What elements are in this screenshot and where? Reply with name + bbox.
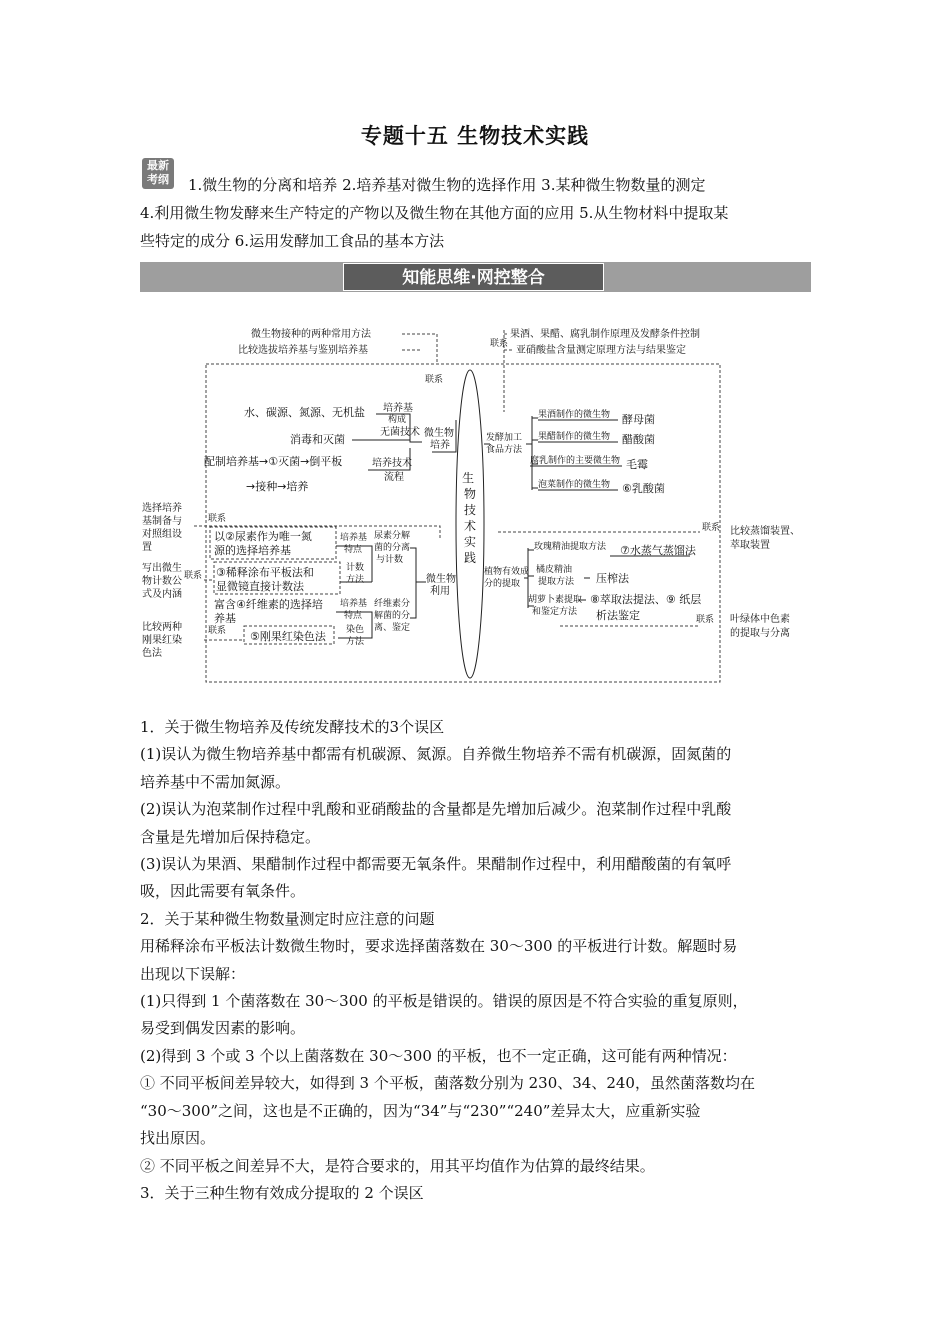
yeast: 酵母菌 (622, 413, 655, 426)
r-side-1-a: 比较蒸馏装置、 (730, 526, 800, 537)
notes-p4a: 用稀释涂布平板法计数微生物时，要求选择菌落数在 30～300 的平板进行计数。解题时易 (140, 937, 738, 956)
side-2-c: 式及内涵 (142, 589, 182, 600)
notes-p2b: 含量是先增加后保持稳定。 (140, 827, 321, 846)
notes-p5a: (1)只得到 1 个菌落数在 30～300 的平板是错误的。错误的原因是不符合实验的重复原则， (140, 992, 748, 1011)
vinegar-micro: 果醋制作的微生物 (538, 432, 611, 442)
notes (140, 714, 812, 1207)
press: 压榨法 (596, 572, 629, 585)
congo-label: ⑤刚果红染色法 (250, 630, 326, 643)
solvent: ⑧萃取法提法、⑨ 纸层 (590, 593, 702, 606)
extract-b: 分的提取 (484, 579, 521, 589)
steam-distill: ⑦水蒸气蒸馏法 (620, 544, 696, 557)
carrot-b: 和鉴定方法 (532, 607, 578, 617)
prep-flow-2: →接种→培养 (246, 480, 309, 493)
r-side-2-a: 叶绿体中色素 (730, 614, 790, 625)
mucor: 毛霉 (626, 458, 648, 471)
pickle-micro: 泡菜制作的微生物 (538, 480, 611, 490)
top-left-2: 比较选拔培养基与鉴别培养基 (238, 345, 368, 356)
r-side-1-b: 萃取装置 (730, 540, 770, 551)
culture-medium-label: 培养基 (383, 403, 413, 414)
side-1-d: 置 (142, 542, 152, 553)
micro-use-1: 微生物 (426, 574, 456, 585)
wine-micro: 果酒制作的微生物 (538, 410, 611, 420)
section-bar-label: 知能思维·网控整合 (343, 263, 604, 291)
orange-a: 橘皮精油 (536, 565, 573, 575)
chrom: 析法鉴定 (596, 609, 640, 622)
urea-2: 源的选择培养基 (214, 544, 291, 557)
rose-method: 玫瑰精油提取方法 (534, 542, 607, 552)
concept-map (140, 320, 812, 690)
lactic: ⑥乳酸菌 (622, 482, 665, 495)
notes-p7a: ① 不同平板间差异较大，如得到 3 个平板，菌落数分别为 230、34、240，虽然菌落数均在 (140, 1074, 755, 1093)
micro-use-2: 利用 (430, 586, 450, 597)
m2-b: 方法 (346, 575, 365, 585)
notes-h3: 3．关于三种生物有效成分提取的 2 个误区 (140, 1183, 424, 1202)
notes-p8: ② 不同平板之间差异不大，是符合要求的，用其平均值作为估算的最终结果。 (140, 1156, 655, 1175)
side-3-b: 刚果红染 (142, 635, 182, 646)
notes-p7b: “30～300”之间，这也是不正确的，因为“34”与“230”“240”差异太大，应重新实验 (140, 1101, 701, 1120)
side-3-c: 色法 (142, 648, 162, 659)
cell-bac-c: 离、鉴定 (374, 623, 411, 633)
cell-1: 富含④纤维素的选择培 (214, 598, 323, 611)
center-text: 生 物技术实践 (462, 471, 477, 565)
m2-a: 计数 (346, 563, 365, 573)
water-carbon-label: 水、碳源、氮源、无机盐 (244, 406, 365, 419)
dilute-2: 显微镜直接计数法 (216, 580, 304, 593)
urea-bac-b: 菌的分离 (374, 543, 411, 553)
side-1-b: 基制备与 (142, 516, 182, 527)
flow-label: 流程 (384, 472, 404, 483)
notes-p1b: 培养基中不需加氮源。 (140, 772, 291, 791)
side-2-b: 物计数公 (142, 576, 182, 587)
orange-b: 提取方法 (538, 577, 575, 587)
notes-p7c: 找出原因。 (140, 1129, 216, 1148)
lianxi-top-right: 联系 (490, 339, 509, 349)
sufu-micro: 腐乳制作的主要微生物 (530, 456, 621, 466)
syllabus-line-2: 4.利用微生物发酵来生产特定的产物以及微生物在其他方面的应用 5.从生物材料中提取某 (140, 204, 729, 222)
lianxi-left-2: 联系 (184, 571, 203, 581)
notes-p3a: (3)误认为果酒、果醋制作过程中都需要无氧条件。果醋制作过程中，利用醋酸菌的有氧呼 (140, 855, 732, 874)
lianxi-left-1: 联系 (208, 514, 227, 524)
lianxi-right-2: 联系 (696, 615, 715, 625)
side-2-a: 写出微生 (142, 563, 182, 574)
top-right-1: 果酒、果醋、腐乳制作原理及发酵条件控制 (510, 329, 700, 340)
side-3-a: 比较两种 (142, 622, 182, 633)
syllabus-line-3: 些特定的成分 6.运用发酵加工食品的基本方法 (140, 232, 445, 250)
ferment-b: 食品方法 (486, 445, 523, 455)
urea-bac-a: 尿素分解 (374, 531, 411, 541)
micro-culture-1: 微生物 (424, 428, 454, 439)
carrot-a: 胡萝卜素提取 (528, 595, 583, 605)
urea-1: 以②尿素作为唯一氮 (214, 530, 312, 543)
notes-p5b: 易受到偶发因素的影响。 (140, 1019, 306, 1038)
notes-p6: (2)得到 3 个或 3 个以上菌落数在 30～300 的平板，也不一定正确，这可能有两种情况： (140, 1046, 737, 1065)
compose-label: 构成 (388, 415, 407, 425)
m4-b: 方法 (346, 637, 365, 647)
lianxi-right-1: 联系 (702, 523, 721, 533)
tech-label: 培养技术 (372, 458, 412, 469)
r-side-2-b: 的提取与分离 (730, 628, 790, 639)
dilute-1: ③稀释涂布平板法和 (216, 566, 314, 579)
disinfect-label: 消毒和灭菌 (290, 433, 345, 446)
badge-line-1: 最新 (147, 159, 169, 172)
notes-p2a: (2)误认为泡菜制作过程中乳酸和亚硝酸盐的含量都是先增加后减少。泡菜制作过程中乳酸 (140, 800, 732, 819)
micro-culture-2: 培养 (430, 440, 450, 451)
m3-a: 培养基 (340, 599, 368, 609)
top-right-2: 亚硝酸盐含量测定原理方法与结果鉴定 (516, 345, 686, 356)
m4-a: 染色 (346, 625, 365, 635)
m1-b: 特点 (344, 545, 363, 555)
concept-map-svg (140, 320, 812, 690)
prep-flow-1: 配制培养基→①灭菌→倒平板 (204, 455, 343, 468)
badge-line-2: 考纲 (147, 173, 169, 186)
syllabus-line-1: 1.微生物的分离和培养 2.培养基对微生物的选择作用 3.某种微生物数量的测定 (188, 176, 706, 194)
side-1-a: 选择培养 (142, 503, 182, 514)
ferment-a: 发酵加工 (486, 433, 523, 443)
cell-bac-b: 解菌的分 (374, 611, 411, 621)
extract-a: 植物有效成 (484, 567, 530, 577)
notes-h1: 1．关于微生物培养及传统发酵技术的3个误区 (140, 718, 445, 736)
page-title: 专题十五 生物技术实践 (360, 123, 590, 148)
urea-bac-c: 与计数 (376, 555, 404, 565)
cell-2: 养基 (214, 612, 236, 625)
notes-p4b: 出现以下误解： (140, 964, 246, 983)
lianxi-left-3: 联系 (208, 626, 227, 636)
sterile-tech-label: 无菌技术 (380, 427, 420, 438)
m3-b: 特点 (344, 611, 363, 621)
side-1-c: 对照组设 (142, 529, 182, 540)
cell-bac-a: 纤维素分 (374, 599, 411, 609)
notes-h2: 2．关于某种微生物数量测定时应注意的问题 (140, 909, 435, 928)
lianxi-top-left: 联系 (425, 375, 444, 385)
aceto: 醋酸菌 (622, 433, 655, 446)
notes-p3b: 吸，因此需要有氧条件。 (140, 882, 306, 901)
top-left-1: 微生物接种的两种常用方法 (251, 329, 371, 340)
m1-a: 培养基 (340, 533, 368, 543)
notes-p1a: (1)误认为微生物培养基中都需有机碳源、氮源。自养微生物培养不需有机碳源，固氮菌的 (140, 745, 732, 764)
